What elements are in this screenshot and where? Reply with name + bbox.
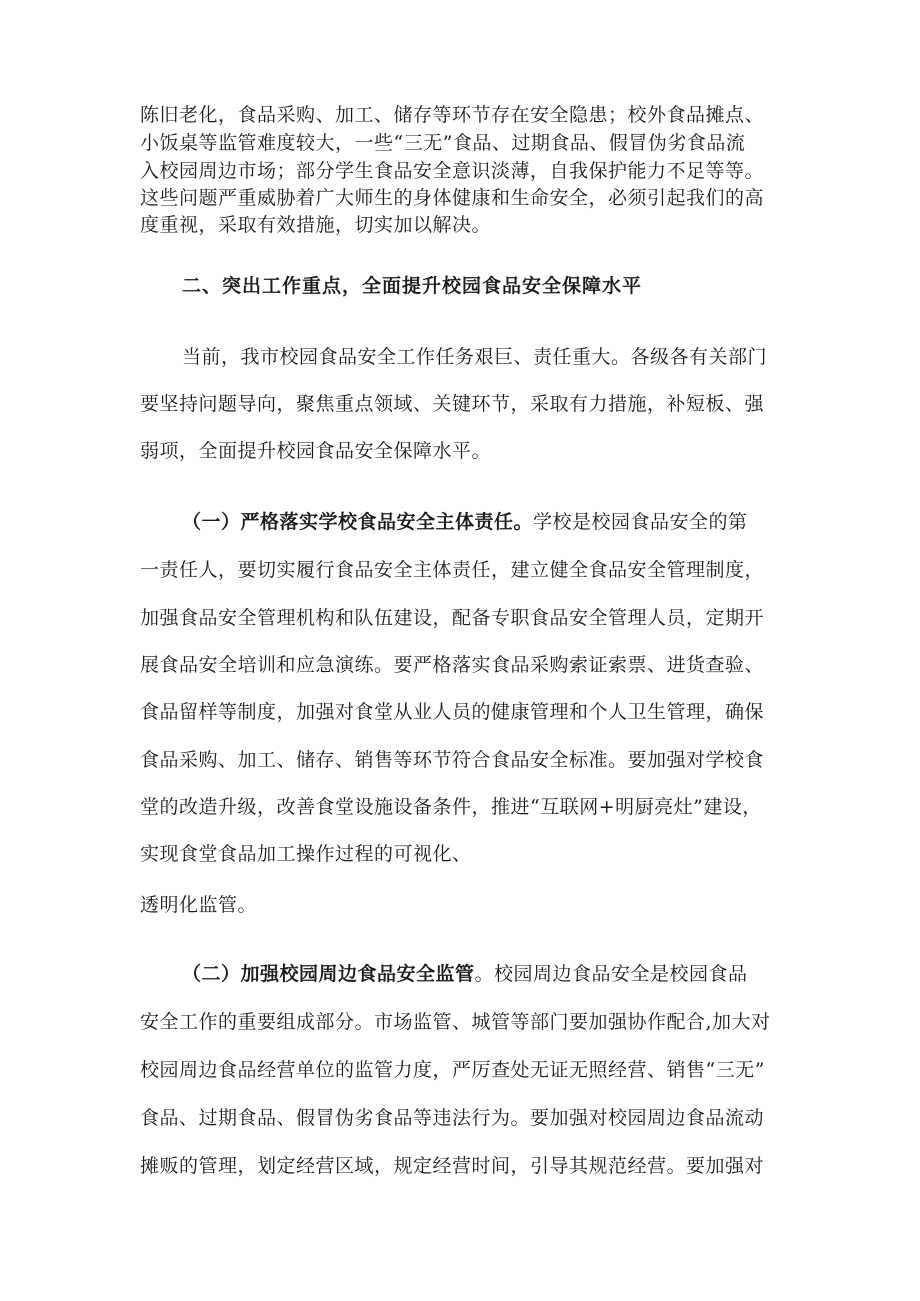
item-one-line-4: 展食品安全培训和应急演练。要严格落实食品采购索证索票、进货查验、 <box>140 654 765 676</box>
item-one-line-5: 食品留样等制度，加强对食堂从业人员的健康管理和个人卫生管理，确保 <box>140 701 765 723</box>
item-one-line-6: 食品采购、加工、储存、销售等环节符合食品安全标准。要加强对学校食 <box>140 749 765 771</box>
intro-line-2: 小饭桌等监管难度较大，一些“三无”食品、过期食品、假冒伪劣食品流 <box>140 132 746 154</box>
intro-line-3: 入校园周边市场；部分学生食品安全意识淡薄，自我保护能力不足等等。 <box>140 160 765 182</box>
intro-line-4: 这些问题严重威胁着广大师生的身体健康和生命安全，必须引起我们的高 <box>140 187 765 209</box>
item-one-first-line-text: 学校是校园食品安全的第 <box>533 511 748 533</box>
item-one-line-2: 一责任人，要切实履行食品安全主体责任，建立健全食品安全管理制度， <box>140 559 765 581</box>
item-one-line-8: 实现食堂食品加工操作过程的可视化、 <box>140 843 472 865</box>
intro-line-1: 陈旧老化，食品采购、加工、储存等环节存在安全隐患；校外食品摊点、 <box>140 104 765 126</box>
section-intro-line-2: 要坚持问题导向，聚焦重点领域、关键环节，采取有力措施，补短板、强 <box>140 393 765 415</box>
section-heading: 二、突出工作重点，全面提升校园食品安全保障水平 <box>182 275 643 297</box>
item-one-title: （一）严格落实学校食品安全主体责任。 <box>182 511 534 533</box>
intro-line-5: 度重视，采取有效措施，切实加以解决。 <box>140 214 492 236</box>
item-one-line-7: 堂的改造升级，改善食堂设施设备条件，推进“互联网+明厨亮灶”建设， <box>140 796 762 818</box>
section-intro-line-1: 当前，我市校园食品安全工作任务艰巨、责任重大。各级各有关部门 <box>182 346 768 368</box>
item-two-line-5: 摊贩的管理，划定经营区域，规定经营时间，引导其规范经营。要加强对 <box>140 1155 765 1177</box>
item-two-line-4: 食品、过期食品、假冒伪劣食品等违法行为。要加强对校园周边食品流动 <box>140 1107 765 1129</box>
item-two-first-line-text: 。校园周边食品安全是校园食品 <box>474 963 748 985</box>
item-one-first-line <box>182 507 748 534</box>
item-two-first-line <box>182 959 748 986</box>
section-intro-line-3: 弱项，全面提升校园食品安全保障水平。 <box>140 440 492 462</box>
item-one-line-3: 加强食品安全管理机构和队伍建设，配备专职食品安全管理人员，定期开 <box>140 607 765 629</box>
item-two-line-2: 安全工作的重要组成部分。市场监管、城管等部门要加强协作配合,加大对 <box>140 1011 771 1033</box>
item-one-line-9: 透明化监管。 <box>140 894 258 916</box>
item-two-title: （二）加强校园周边食品安全监管 <box>182 963 475 985</box>
item-two-line-3: 校园周边食品经营单位的监管力度，严厉查处无证无照经营、销售“三无” <box>140 1059 765 1081</box>
